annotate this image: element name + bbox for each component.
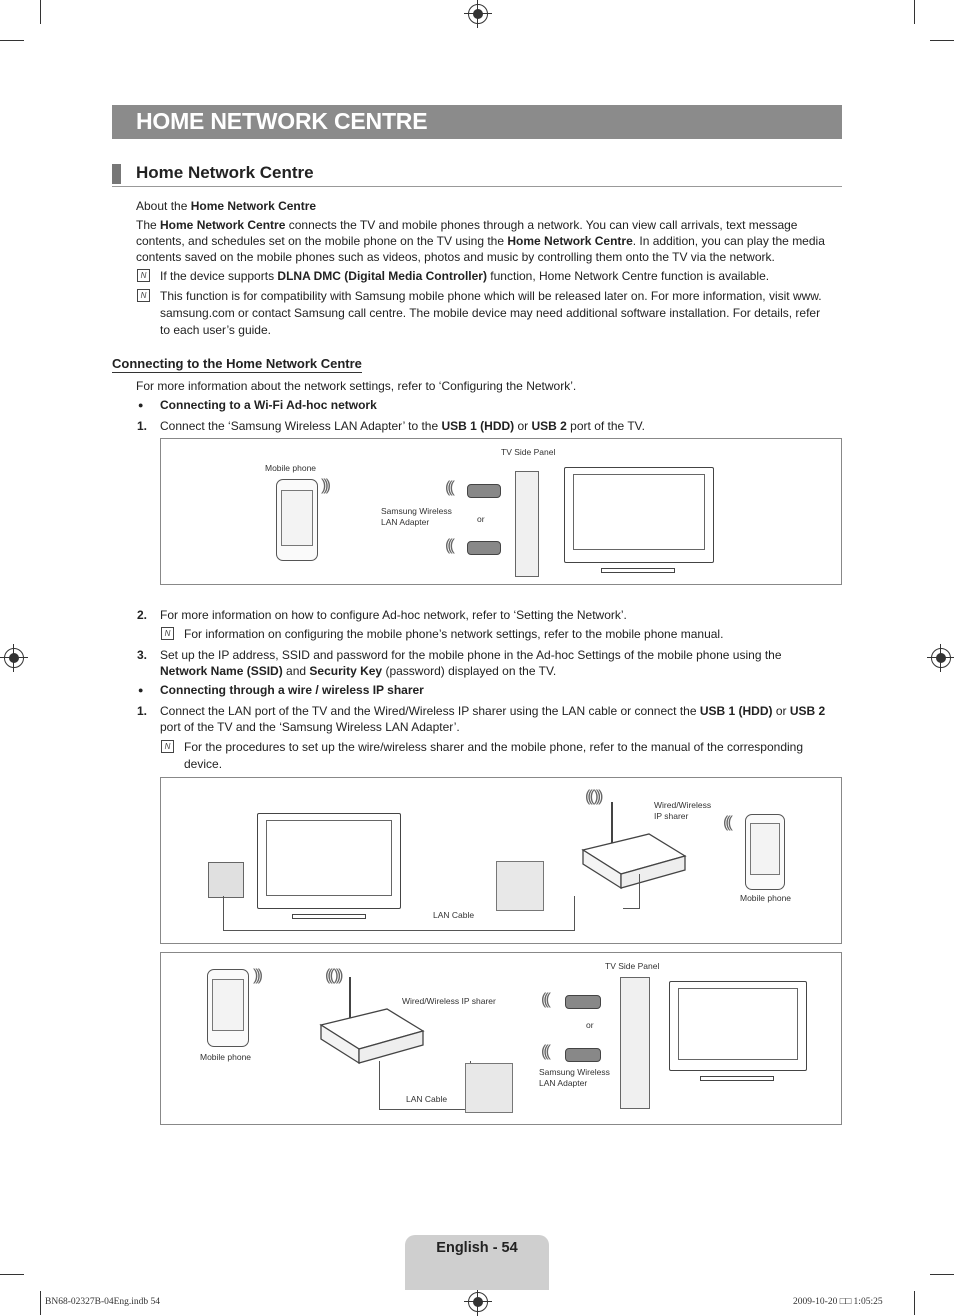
step-number: 1.: [137, 419, 148, 433]
tv-side-panel-icon: [515, 471, 539, 577]
step2-text: For more information on how to configure Ad-hoc network, refer to ‘Setting the Network’.: [160, 608, 627, 622]
wireless-waves-icon: (((: [445, 479, 452, 496]
label-lan-cable: LAN Cable: [406, 1094, 448, 1104]
wireless-waves-icon: ((( ))): [325, 967, 341, 984]
section-marker: [112, 164, 121, 184]
note-icon: N: [161, 740, 174, 753]
label-or: or: [586, 1020, 594, 1030]
print-slug-file: BN68-02327B-04Eng.indb 54: [45, 1297, 161, 1307]
usb-dongle-icon: [565, 995, 601, 1009]
label-mobile-phone: Mobile phone: [740, 893, 792, 903]
about-prefix: About the: [136, 199, 191, 213]
page-title: HOME NETWORK CENTRE: [136, 108, 428, 134]
lan-cable: [623, 874, 640, 909]
network-info-text: For more information about the network settings, refer to ‘Configuring the Network’.: [136, 379, 577, 393]
about-line: [136, 198, 316, 214]
intro-paragraph: The Home Network Centre connects the TV and mobile phones through a network. You can view call arrivals, text message contents, and schedules set on the mobile phone on the TV using the Home Network Centre. In addition, you can play the media contents saved on the mobile phones such as videos, photos and music by controlling them onto the TV via the network.: [136, 218, 825, 264]
mobile-phone-icon: [207, 969, 249, 1047]
label-mobile-phone: Mobile phone: [265, 463, 317, 473]
page-number-tab: [405, 1235, 549, 1290]
page-title-bar: [112, 105, 842, 139]
about-bold: Home Network Centre: [190, 199, 317, 213]
registration-mark-icon: [468, 4, 488, 24]
tv-side-panel-icon: [620, 977, 650, 1109]
label-adapter: Samsung Wireless LAN Adapter: [381, 506, 452, 527]
step3-text: Set up the IP address, SSID and password for the mobile phone in the Ad-hoc Settings of the mobile phone using the Network Name (SSID) and Security Key (password) displayed on the TV.: [160, 648, 782, 678]
label-or: or: [477, 514, 485, 524]
lan-port-icon: [208, 862, 244, 898]
wireless-waves-icon: (((: [723, 814, 730, 831]
step4-text: Connect the LAN port of the TV and the Wired/Wireless IP sharer using the LAN cable or connect the USB 1 (HDD) or USB 2 port of the TV and the ‘Samsung Wireless LAN Adapter’.: [160, 704, 826, 734]
label-tv-side-panel: TV Side Panel: [605, 961, 660, 971]
registration-mark-icon: [4, 648, 24, 668]
bullet-ip-sharer: Connecting through a wire / wireless IP sharer: [160, 683, 424, 697]
crop-mark: [0, 1274, 24, 1275]
wireless-waves-icon: (((: [541, 991, 548, 1008]
wireless-waves-icon: ))): [253, 967, 260, 984]
bullet-icon: ●: [138, 685, 144, 695]
bullet-icon: ●: [138, 400, 144, 410]
note-icon: N: [137, 289, 150, 302]
wireless-waves-icon: ((( ))): [585, 788, 601, 805]
crop-mark: [40, 0, 41, 24]
crop-mark: [40, 1291, 41, 1315]
label-lan-cable: LAN Cable: [433, 910, 475, 920]
crop-mark: [914, 0, 915, 24]
label-mobile-phone: Mobile phone: [200, 1052, 252, 1062]
note-icon: N: [161, 627, 174, 640]
diagram-wired-sharer: [160, 777, 842, 944]
section-title-text: Home Network Centre: [136, 163, 314, 182]
step-number: 2.: [137, 608, 148, 622]
note-compatibility: This function is for compatibility with Samsung mobile phone which will be released later on. For more information, visit www. samsung.com or contact Samsung call centre. The mobile device may need additional software installation. For details, refer to each user’s guide.: [160, 289, 822, 337]
step1-text: Connect the ‘Samsung Wireless LAN Adapter’ to the USB 1 (HDD) or USB 2 port of the TV.: [160, 419, 645, 433]
diagram-adhoc: [160, 438, 842, 585]
section-title: [112, 162, 842, 187]
label-tv-side-panel: TV Side Panel: [501, 447, 556, 457]
mobile-phone-icon: [745, 814, 785, 890]
crop-mark: [0, 40, 24, 41]
mobile-phone-icon: [276, 479, 318, 561]
page-number: English - 54: [436, 1240, 518, 1256]
step2-note: For information on configuring the mobile phone’s network settings, refer to the mobile phone manual.: [184, 627, 724, 641]
note-dlna: If the device supports DLNA DMC (Digital Media Controller) function, Home Network Centre function is available.: [160, 269, 770, 283]
step-number: 3.: [137, 648, 148, 662]
wall-socket-icon: [465, 1063, 513, 1113]
wireless-waves-icon: (((: [541, 1043, 548, 1060]
crop-mark: [914, 1291, 915, 1315]
registration-mark-icon: [931, 648, 951, 668]
step-number: 1.: [137, 704, 148, 718]
step4-note: For the procedures to set up the wire/wireless sharer and the mobile phone, refer to the manual of the corresponding device.: [184, 740, 804, 771]
label-ip-sharer: Wired/Wireless IP sharer: [654, 800, 712, 821]
usb-dongle-icon: [565, 1048, 601, 1062]
tv-icon: [257, 813, 401, 909]
usb-dongle-icon: [467, 541, 501, 555]
wall-socket-icon: [496, 861, 544, 911]
router-icon: [317, 975, 427, 1067]
diagram-wireless-sharer: [160, 952, 842, 1125]
wireless-waves-icon: (((: [445, 537, 452, 554]
label-ip-sharer: Wired/Wireless IP sharer: [402, 996, 496, 1006]
bullet-adhoc: Connecting to a Wi-Fi Ad-hoc network: [160, 398, 377, 412]
tv-icon: [564, 467, 714, 563]
subsection-heading: Connecting to the Home Network Centre: [112, 356, 362, 371]
crop-mark: [930, 40, 954, 41]
usb-dongle-icon: [467, 484, 501, 498]
registration-mark-icon: [468, 1292, 488, 1312]
note-icon: N: [137, 269, 150, 282]
wireless-waves-icon: ))): [321, 477, 328, 494]
label-adapter: Samsung Wireless LAN Adapter: [539, 1067, 610, 1088]
print-slug-date: 2009-10-20 □□ 1:05:25: [793, 1297, 883, 1307]
tv-icon: [669, 981, 807, 1071]
crop-mark: [930, 1274, 954, 1275]
